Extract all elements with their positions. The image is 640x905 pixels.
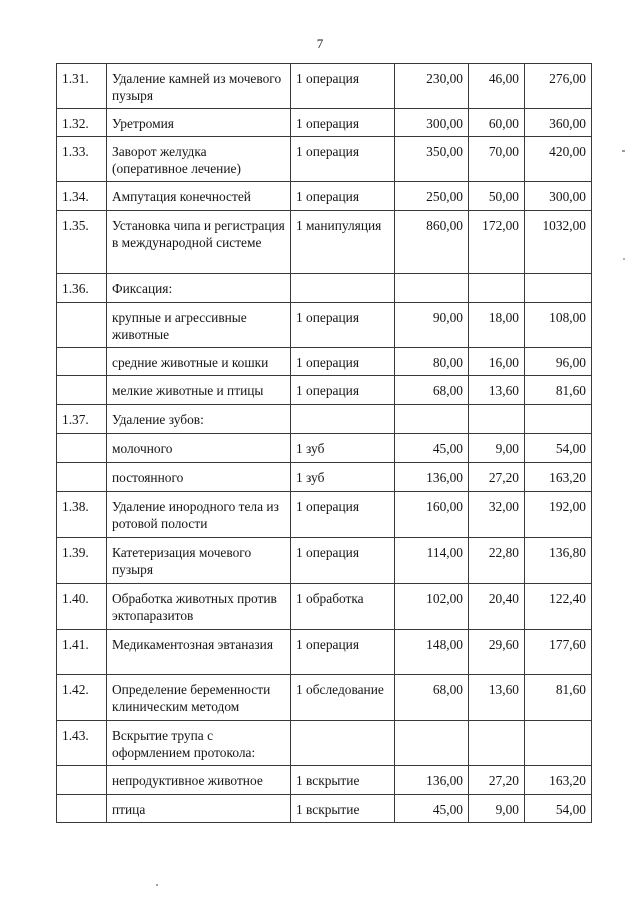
table-row	[57, 64, 592, 109]
unit: 1 операция	[291, 64, 395, 109]
table-row	[57, 274, 592, 303]
row-number: 1.35.	[57, 211, 107, 274]
service-name: Удаление инородного тела из ротовой полости	[107, 492, 291, 538]
row-number	[57, 795, 107, 823]
vat: 27,20	[469, 766, 525, 795]
service-name: Уретромия	[107, 109, 291, 137]
price-table	[56, 63, 592, 823]
service-name: Установка чипа и регистрация в международной системе	[107, 211, 291, 274]
table-row	[57, 348, 592, 376]
price	[395, 721, 469, 766]
row-number	[57, 434, 107, 463]
price: 300,00	[395, 109, 469, 137]
price	[395, 274, 469, 303]
table-row	[57, 766, 592, 795]
unit: 1 обследование	[291, 675, 395, 721]
unit: 1 обработка	[291, 584, 395, 630]
scan-speck	[622, 150, 625, 152]
service-name: Обработка животных против эктопаразитов	[107, 584, 291, 630]
total: 136,80	[525, 538, 592, 584]
table-row	[57, 538, 592, 584]
vat: 27,20	[469, 463, 525, 492]
unit: 1 зуб	[291, 463, 395, 492]
vat: 13,60	[469, 376, 525, 405]
scan-speck	[623, 258, 625, 260]
vat: 172,00	[469, 211, 525, 274]
service-name: средние животные и кошки	[107, 348, 291, 376]
row-number	[57, 303, 107, 348]
row-number	[57, 463, 107, 492]
vat: 9,00	[469, 795, 525, 823]
price: 250,00	[395, 182, 469, 211]
row-number: 1.43.	[57, 721, 107, 766]
vat: 29,60	[469, 630, 525, 675]
price: 136,00	[395, 766, 469, 795]
table-row	[57, 303, 592, 348]
price: 160,00	[395, 492, 469, 538]
service-name: Ампутация конечностей	[107, 182, 291, 211]
service-name: непродуктивное животное	[107, 766, 291, 795]
total: 300,00	[525, 182, 592, 211]
table-row	[57, 182, 592, 211]
total: 163,20	[525, 766, 592, 795]
unit: 1 операция	[291, 182, 395, 211]
row-number: 1.38.	[57, 492, 107, 538]
price: 45,00	[395, 795, 469, 823]
price: 114,00	[395, 538, 469, 584]
vat: 32,00	[469, 492, 525, 538]
vat	[469, 721, 525, 766]
table-row	[57, 492, 592, 538]
table-row	[57, 675, 592, 721]
price: 230,00	[395, 64, 469, 109]
price: 860,00	[395, 211, 469, 274]
service-name: Удаление камней из мочевого пузыря	[107, 64, 291, 109]
service-name: молочного	[107, 434, 291, 463]
total: 54,00	[525, 795, 592, 823]
row-number: 1.32.	[57, 109, 107, 137]
total: 163,20	[525, 463, 592, 492]
price: 68,00	[395, 376, 469, 405]
service-name: Удаление зубов:	[107, 405, 291, 434]
table-row	[57, 630, 592, 675]
price	[395, 405, 469, 434]
total: 122,40	[525, 584, 592, 630]
total: 1032,00	[525, 211, 592, 274]
total	[525, 721, 592, 766]
total: 276,00	[525, 64, 592, 109]
scan-speck	[156, 884, 158, 886]
unit: 1 операция	[291, 630, 395, 675]
unit: 1 операция	[291, 137, 395, 182]
service-name: Медикаментозная эвтаназия	[107, 630, 291, 675]
table-row	[57, 109, 592, 137]
row-number: 1.31.	[57, 64, 107, 109]
table-row	[57, 721, 592, 766]
service-name: птица	[107, 795, 291, 823]
price: 68,00	[395, 675, 469, 721]
vat: 22,80	[469, 538, 525, 584]
service-name: мелкие животные и птицы	[107, 376, 291, 405]
unit: 1 операция	[291, 376, 395, 405]
unit: 1 манипуляция	[291, 211, 395, 274]
vat: 50,00	[469, 182, 525, 211]
table-row	[57, 584, 592, 630]
service-name: крупные и агрессивные животные	[107, 303, 291, 348]
total: 360,00	[525, 109, 592, 137]
unit: 1 операция	[291, 538, 395, 584]
page-number: 7	[316, 36, 324, 51]
unit: 1 операция	[291, 109, 395, 137]
vat: 13,60	[469, 675, 525, 721]
row-number: 1.36.	[57, 274, 107, 303]
vat: 46,00	[469, 64, 525, 109]
price: 148,00	[395, 630, 469, 675]
total: 192,00	[525, 492, 592, 538]
vat: 9,00	[469, 434, 525, 463]
table-row	[57, 434, 592, 463]
row-number	[57, 376, 107, 405]
vat	[469, 405, 525, 434]
service-name: постоянного	[107, 463, 291, 492]
price: 136,00	[395, 463, 469, 492]
unit: 1 вскрытие	[291, 795, 395, 823]
unit	[291, 405, 395, 434]
price: 102,00	[395, 584, 469, 630]
unit: 1 операция	[291, 492, 395, 538]
table-row	[57, 795, 592, 823]
row-number	[57, 766, 107, 795]
row-number: 1.42.	[57, 675, 107, 721]
unit: 1 операция	[291, 348, 395, 376]
table-row	[57, 463, 592, 492]
service-name: Вскрытие трупа с оформлением протокола:	[107, 721, 291, 766]
unit: 1 зуб	[291, 434, 395, 463]
service-name: Заворот желудка (оперативное лечение)	[107, 137, 291, 182]
vat: 16,00	[469, 348, 525, 376]
price: 45,00	[395, 434, 469, 463]
row-number: 1.37.	[57, 405, 107, 434]
total: 96,00	[525, 348, 592, 376]
vat: 20,40	[469, 584, 525, 630]
row-number: 1.41.	[57, 630, 107, 675]
unit: 1 операция	[291, 303, 395, 348]
total: 420,00	[525, 137, 592, 182]
total	[525, 274, 592, 303]
row-number: 1.34.	[57, 182, 107, 211]
row-number: 1.33.	[57, 137, 107, 182]
unit	[291, 274, 395, 303]
price: 80,00	[395, 348, 469, 376]
total: 177,60	[525, 630, 592, 675]
total: 54,00	[525, 434, 592, 463]
total: 81,60	[525, 675, 592, 721]
service-name: Катетеризация мочевого пузыря	[107, 538, 291, 584]
vat: 18,00	[469, 303, 525, 348]
unit	[291, 721, 395, 766]
total: 108,00	[525, 303, 592, 348]
vat: 60,00	[469, 109, 525, 137]
vat	[469, 274, 525, 303]
service-name: Определение беременности клиническим методом	[107, 675, 291, 721]
table-row	[57, 376, 592, 405]
service-name: Фиксация:	[107, 274, 291, 303]
row-number: 1.39.	[57, 538, 107, 584]
table-row	[57, 137, 592, 182]
total: 81,60	[525, 376, 592, 405]
unit: 1 вскрытие	[291, 766, 395, 795]
total	[525, 405, 592, 434]
price: 350,00	[395, 137, 469, 182]
table-row	[57, 405, 592, 434]
table-row	[57, 211, 592, 274]
row-number	[57, 348, 107, 376]
row-number: 1.40.	[57, 584, 107, 630]
price: 90,00	[395, 303, 469, 348]
vat: 70,00	[469, 137, 525, 182]
